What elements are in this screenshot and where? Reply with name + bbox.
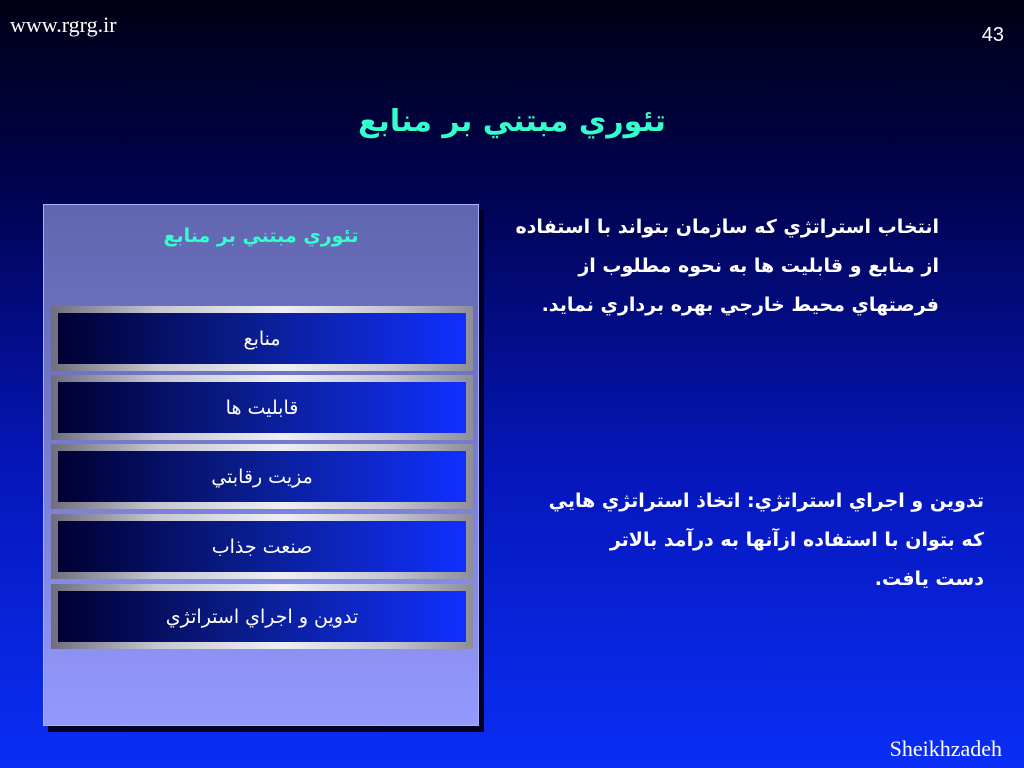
panel-item-label: تدوين و اجراي استراتژي (58, 591, 466, 642)
text-line: دست يافت. (874, 568, 984, 590)
panel-item-label: قابليت ها (58, 382, 466, 433)
text-line: كه بتوان با استفاده ازآنها به درآمد بالاتر (609, 529, 984, 551)
text-line: از منابع و قابليت ها به نحوه مطلوب از (578, 255, 939, 277)
panel-item-attractive-industry (51, 514, 473, 579)
resource-theory-panel (43, 204, 479, 726)
panel-item-capabilities (51, 375, 473, 440)
panel-item-label: صنعت جذاب (58, 521, 466, 572)
panel-item-competitive-advantage (51, 444, 473, 509)
text-block-strategy-implementation (549, 482, 984, 599)
text-block-strategy-selection (515, 208, 939, 325)
text-line: فرصتهاي محيط خارجي بهره برداري نمايد. (541, 294, 939, 316)
site-url: www.rgrg.ir (10, 12, 117, 37)
text-line: تدوين و اجراي استراتژي: اتخاذ استراتژي هايي (548, 490, 984, 512)
panel-item-resources (51, 306, 473, 371)
panel-item-label: منابع (58, 313, 466, 364)
text-line: انتخاب استراتژي كه سازمان بتواند با استفاده (515, 216, 939, 238)
author-name: Sheikhzadeh (889, 736, 1002, 761)
panel-item-strategy-implementation (51, 584, 473, 649)
slide-title: تئوري مبتني بر منابع (358, 104, 666, 139)
page-number: 43 (981, 24, 1004, 46)
panel-title: تئوري مبتني بر منابع (163, 225, 359, 247)
panel-item-label: مزيت رقابتي (58, 451, 466, 502)
